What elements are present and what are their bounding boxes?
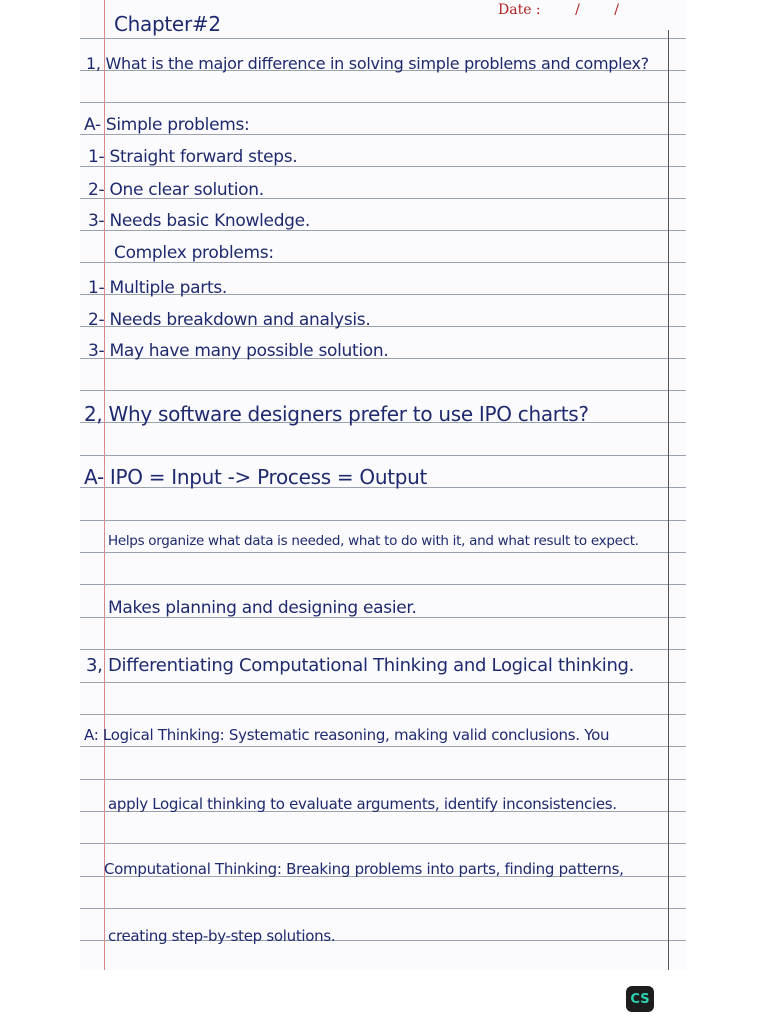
ipo-definition: A- IPO = Input -> Process = Output — [84, 465, 428, 489]
question-2: 2, Why software designers prefer to use IPO charts? — [84, 402, 589, 426]
date-field — [498, 2, 619, 18]
ipo-benefit-2: Makes planning and designing easier. — [108, 598, 417, 618]
logical-thinking-line-2: apply Logical thinking to evaluate arguments, identify inconsistencies. — [108, 795, 617, 813]
simple-point-3: 3- Needs basic Knowledge. — [88, 211, 310, 231]
date-separator-2: / — [614, 2, 619, 18]
chapter-title: Chapter#2 — [114, 12, 221, 36]
complex-point-2: 2- Needs breakdown and analysis. — [88, 310, 371, 330]
ruled-line — [80, 714, 686, 715]
camscanner-logo-text: CS — [630, 991, 650, 1007]
complex-problems-heading: Complex problems: — [114, 243, 274, 263]
date-separator-1: / — [575, 2, 580, 18]
simple-point-2: 2- One clear solution. — [88, 180, 264, 200]
complex-point-1: 1- Multiple parts. — [88, 278, 228, 298]
ruled-line — [80, 843, 686, 844]
simple-point-1: 1- Straight forward steps. — [88, 147, 298, 167]
ruled-line — [80, 102, 686, 103]
ipo-benefit-1: Helps organize what data is needed, what to do with it, and what result to expect. — [108, 533, 639, 549]
right-border-line — [668, 30, 669, 970]
question-3: 3, Differentiating Computational Thinking and Logical thinking. — [86, 655, 635, 676]
logical-thinking-line-1: A: Logical Thinking: Systematic reasoning, making valid conclusions. You — [84, 726, 610, 744]
complex-point-3: 3- May have many possible solution. — [88, 341, 389, 361]
ruled-line — [80, 779, 686, 780]
ruled-line — [80, 746, 686, 747]
ruled-line — [80, 584, 686, 585]
ruled-line — [80, 38, 686, 39]
ruled-line — [80, 908, 686, 909]
ruled-line — [80, 390, 686, 391]
date-label: Date : — [498, 2, 541, 18]
ruled-line — [80, 552, 686, 553]
ruled-line — [80, 649, 686, 650]
camscanner-logo-icon — [626, 986, 654, 1012]
computational-thinking-line-2: creating step-by-step solutions. — [108, 927, 336, 945]
computational-thinking-line-1: Computational Thinking: Breaking problems into parts, finding patterns, — [104, 860, 624, 878]
question-1: 1, What is the major difference in solving simple problems and complex? — [86, 54, 649, 73]
ruled-line — [80, 455, 686, 456]
ruled-line — [80, 682, 686, 683]
ruled-line — [80, 520, 686, 521]
simple-problems-heading: A- Simple problems: — [84, 115, 250, 135]
